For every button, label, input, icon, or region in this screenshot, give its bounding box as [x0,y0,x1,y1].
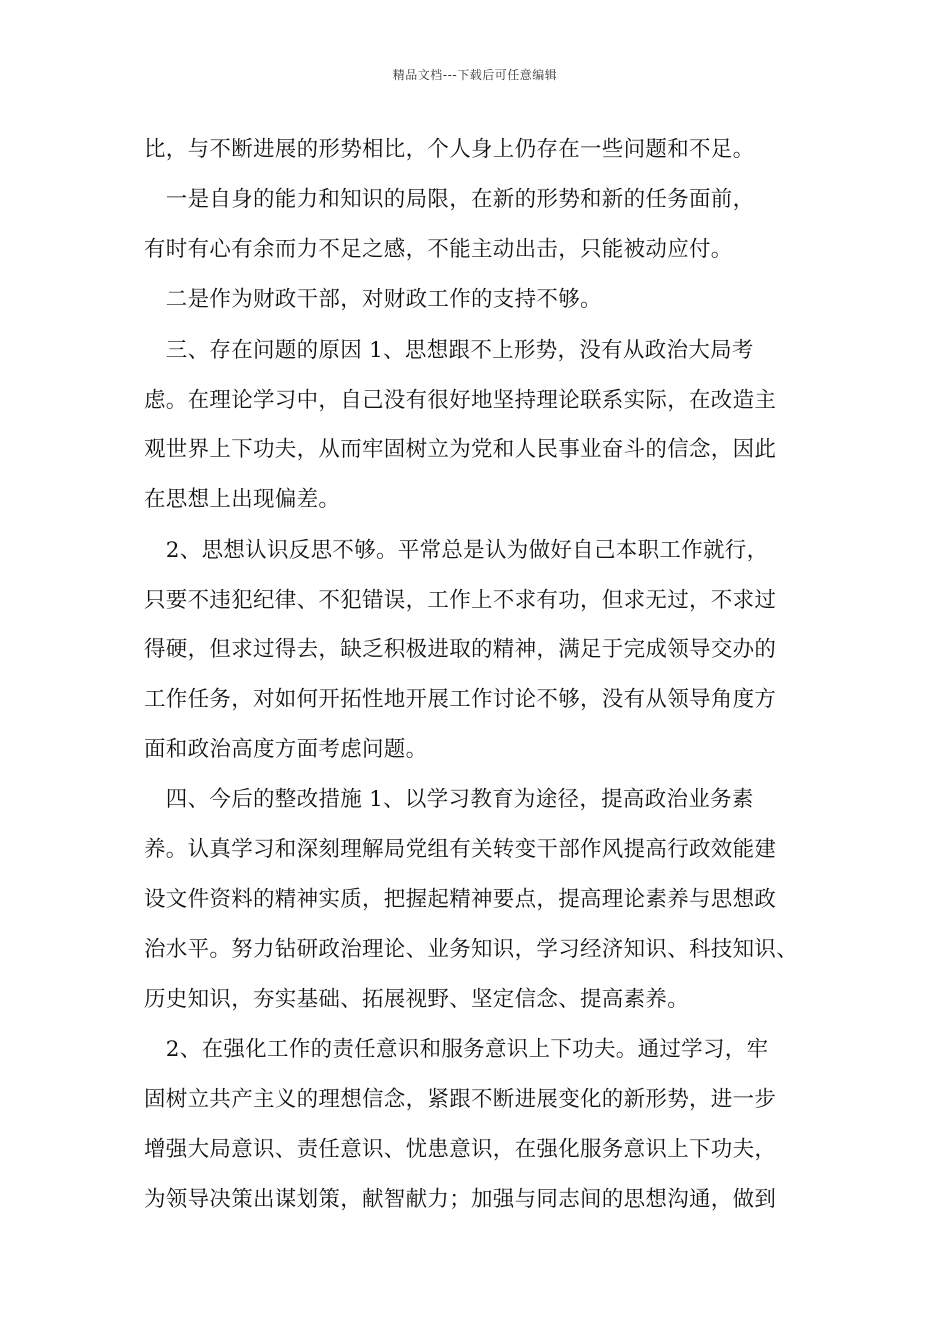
text-line: 三、存在问题的原因 1、思想跟不上形势，没有从政治大局考 [144,338,754,363]
text-line: 观世界上下功夫，从而牢固树立为党和人民事业奋斗的信念，因此 [144,437,777,462]
text-line: 历史知识，夯实基础、拓展视野、坚定信念、提高素养。 [144,987,690,1012]
text-line: 2、思想认识反思不够。平常总是认为做好自己本职工作就行， [144,538,769,563]
text-line: 在思想上出现偏差。 [144,487,341,512]
text-line: 为领导决策出谋划策，献智献力；加强与同志间的思想沟通，做到 [144,1187,777,1212]
page-header: 精品文档---下载后可任意编辑 [392,68,558,82]
text-line: 虑。在理论学习中，自己没有很好地坚持理论联系实际，在改造主 [144,388,777,413]
text-line: 二是作为财政干部，对财政工作的支持不够。 [144,287,602,312]
text-line: 得硬，但求过得去，缺乏积极进取的精神，满足于完成领导交办的 [144,637,777,662]
text-line: 有时有心有余而力不足之感，不能主动出击，只能被动应付。 [144,237,733,262]
text-line: 四、今后的整改措施 1、以学习教育为途径，提高政治业务素 [144,787,754,812]
text-line: 工作任务，对如何开拓性地开展工作讨论不够，没有从领导角度方 [144,687,777,712]
text-line: 增强大局意识、责任意识、忧患意识，在强化服务意识上下功夫， [144,1137,777,1162]
text-line: 设文件资料的精神实质，把握起精神要点，提高理论素养与思想政 [144,887,777,912]
text-line: 2、在强化工作的责任意识和服务意识上下功夫。通过学习，牢 [144,1037,769,1062]
text-line: 比，与不断进展的形势相比，个人身上仍存在一些问题和不足。 [144,137,755,162]
text-line: 只要不违犯纪律、不犯错误，工作上不求有功，但求无过，不求过 [144,588,777,613]
text-line: 治水平。努力钻研政治理论、业务知识，学习经济知识、科技知识、 [144,937,799,962]
text-line: 养。认真学习和深刻理解局党组有关转变干部作风提高行政效能建 [144,837,777,862]
text-line: 一是自身的能力和知识的局限，在新的形势和新的任务面前， [144,187,755,212]
text-line: 面和政治高度方面考虑问题。 [144,737,428,762]
text-line: 固树立共产主义的理想信念，紧跟不断进展变化的新形势，进一步 [144,1087,777,1112]
